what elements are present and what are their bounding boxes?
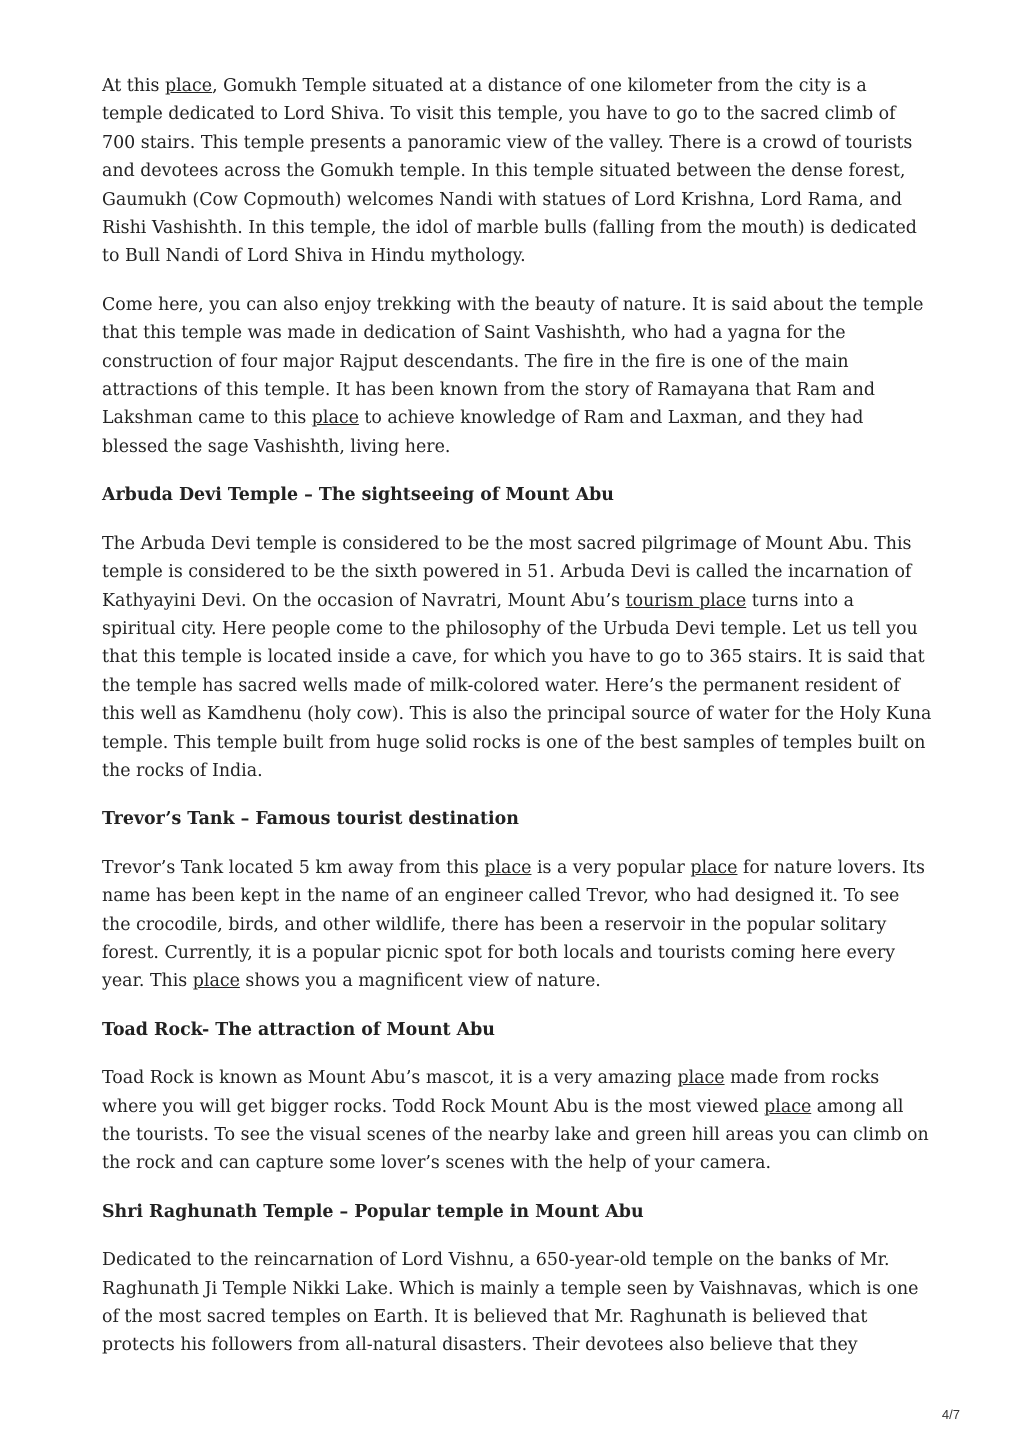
inline-link[interactable]: place <box>677 1068 725 1089</box>
paragraph-text: Shri Raghunath Temple – Popular temple in Mount Abu <box>102 1201 644 1222</box>
paragraph-text: Come here, you can also enjoy trekking with the beauty of nature. It is said about the temple that this temple was made in dedication of Saint Vashishth, who had a yagna for the construction of four major Rajput descendants. The fire in the fire is one of the main attractions of this temple. It has been known from the story of Ramayana that Ram and Lakshman came to this <box>102 294 924 429</box>
body-paragraph <box>102 1246 932 1360</box>
paragraph-text: made from rocks where you will get bigger rocks. Todd Rock Mount Abu is the most viewed <box>102 1068 880 1117</box>
paragraph-text: is a very popular <box>531 857 691 878</box>
paragraph-text: Arbuda Devi Temple – The sightseeing of Mount Abu <box>102 485 614 506</box>
paragraph-text: Trevor’s Tank located 5 km away from this <box>102 857 485 878</box>
inline-link[interactable]: place <box>311 408 359 429</box>
inline-link[interactable]: place <box>484 857 532 878</box>
inline-link[interactable]: place <box>192 971 240 992</box>
paragraph-text: for nature lovers. Its name has been kept in the name of an engineer called Trevor, who had designed it. To see the crocodile, birds, and other wildlife, there has been a reservoir in the popular solitary forest. Currently, it is a popular picnic spot for both locals and tourists coming here every year. This <box>102 857 925 992</box>
body-paragraph <box>102 1064 932 1178</box>
paragraph-text: At this <box>102 76 165 96</box>
section-heading <box>102 1198 932 1226</box>
inline-link[interactable]: place <box>690 857 738 878</box>
paragraph-text: Trevor’s Tank – Famous tourist destination <box>102 809 519 830</box>
paragraph-text: among all the tourists. To see the visual scenes of the nearby lake and green hill areas you can climb on the rock and can capture some lover’s scenes with the help of your camera. <box>102 1096 929 1174</box>
page-number: 4/7 <box>941 1407 960 1422</box>
section-heading <box>102 481 932 509</box>
section-heading <box>102 805 932 833</box>
inline-link[interactable]: place <box>764 1096 812 1117</box>
paragraph-text: to achieve knowledge of Ram and Laxman, and they had blessed the sage Vashishth, living here. <box>102 408 864 457</box>
paragraph-text: , Gomukh Temple situated at a distance of one kilometer from the city is a temple dedicated to Lord Shiva. To visit this temple, you have to go to the sacred climb of 700 stairs. This temple presents a panoramic view of the valley. There is a crowd of tourists and devotees across the Gomukh temple. In this temple situated between the dense forest, Gaumukh (Cow Copmouth) welcomes Nandi with statues of Lord Krishna, Lord Rama, and Rishi Vashishth. In this temple, the idol of marble bulls (falling from the mouth) is dedicated to Bull Nandi of Lord Shiva in Hindu mythology. <box>102 76 917 267</box>
paragraph-text: turns into a spiritual city. Here people come to the philosophy of the Urbuda Devi temple. Let us tell you that this temple is located inside a cave, for which you have to go to 365 stairs. It is said that the temple has sacred wells made of milk-colored water. Here’s the permanent resident of this well as Kamdhenu (holy cow). This is also the principal source of water for the Holy Kuna temple. This temple built from huge solid rocks is one of the best samples of temples built on the rocks of India. <box>102 590 932 781</box>
body-paragraph <box>102 291 932 461</box>
paragraph-text: The Arbuda Devi temple is considered to be the most sacred pilgrimage of Mount Abu. This temple is considered to be the sixth powered in 51. Arbuda Devi is called the incarnation of Kathyayini Devi. On the occasion of Navratri, Mount Abu’s <box>102 533 912 611</box>
paragraph-text: Toad Rock- The attraction of Mount Abu <box>102 1019 495 1040</box>
paragraph-text: Dedicated to the reincarnation of Lord Vishnu, a 650-year-old temple on the banks of Mr. Raghunath Ji Temple Nikki Lake. Which is mainly a temple seen by Vaishnavas, which is one of the most sacred temples on Earth. It is believed that Mr. Raghunath is believed that protects his followers from all-natural disasters. Their devotees also believe that they <box>102 1250 919 1356</box>
paragraph-text: Toad Rock is known as Mount Abu’s mascot, it is a very amazing <box>102 1068 678 1089</box>
inline-link[interactable]: tourism place <box>625 590 747 611</box>
inline-link[interactable]: place <box>164 76 213 96</box>
body-paragraph <box>102 72 932 271</box>
body-paragraph <box>102 854 932 996</box>
body-paragraph <box>102 530 932 786</box>
paragraph-text: shows you a magnificent view of nature. <box>239 971 601 992</box>
section-heading <box>102 1016 932 1044</box>
document-body <box>102 72 932 1380</box>
